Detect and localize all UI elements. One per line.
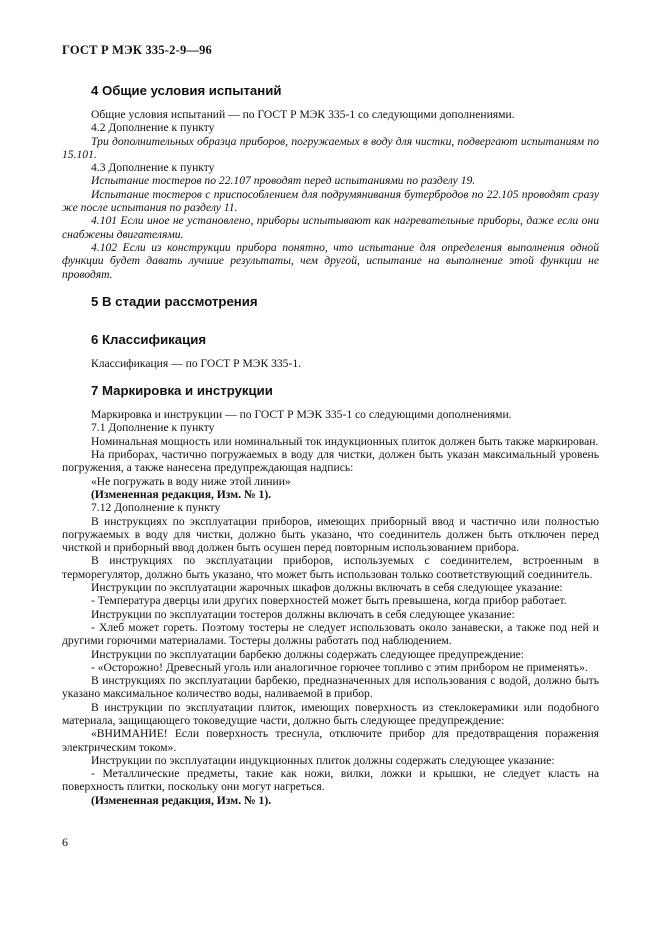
paragraph: - Температура дверцы или других поверхностей может быть превышена, когда прибор работает. <box>91 594 567 608</box>
paragraph: В инструкции по эксплуатации плиток, имеющих поверхность из стеклокерамики или подобного материала, защищающего токоведущие части, должно быть следующее предупреждение: <box>62 700 599 727</box>
page-number: 6 <box>62 835 68 849</box>
heading-spacer <box>62 347 599 357</box>
paragraph: 4.3 Дополнение к пункту <box>91 161 215 175</box>
paragraph: В инструкциях по эксплуатации приборов, имеющих приборный ввод и частично или полностью погружаемых в воду для чистки, должно быть указано, что соединитель должен быть отключен перед чисткой и приборный ввод должен быть осушен перед повторным использованием прибора. <box>62 514 599 555</box>
paragraph: 4.101 Если иное не установлено, приборы испытывают как нагревательные приборы, даже если они снабжены двигателями. <box>62 214 599 241</box>
paragraph: Инструкции по эксплуатации тостеров должны включать в себя следующее указание: <box>91 607 515 621</box>
paragraph: Испытание тостеров по 22.107 проводят перед испытаниями по разделу 19. <box>91 174 476 188</box>
paragraph: Номинальная мощность или номинальный ток индукционных плиток должен быть также маркирован. <box>91 434 599 448</box>
section-heading: 5 В стадии рассмотрения <box>91 293 258 309</box>
paragraph: Инструкции по эксплуатации индукционных плиток должны содержать следующее указание: <box>91 753 555 767</box>
paragraph: (Измененная редакция, Изм. № 1). <box>91 793 272 807</box>
section-heading: 4 Общие условия испытаний <box>91 83 282 98</box>
paragraph: - Металлические предметы, такие как ножи, вилки, ложки и крышки, не следует класть на поверхность плитки, поскольку они могут нагреться. <box>62 767 599 794</box>
paragraph: Инструкции по эксплуатации барбекю должны содержать следующее предупреждение: <box>91 647 525 661</box>
section-heading: 7 Маркировка и инструкции <box>91 383 273 399</box>
document-header: ГОСТ Р МЭК 335-2-9—96 <box>62 43 213 57</box>
paragraph: 4.102 Если из конструкции прибора понятно, что испытание для определения выполнения одной функции будет давать лучшие результаты, чем другой, испытание на выполнение этой функции не проводят. <box>62 240 599 281</box>
paragraph: 4.2 Дополнение к пункту <box>91 121 215 135</box>
section-spacer <box>62 370 599 383</box>
heading-spacer <box>62 309 599 319</box>
paragraph: - Хлеб может гореть. Поэтому тостеры не следует использовать около занавески, а также под ней и другими горючими материалами. Тостеры должны работать под наблюдением. <box>62 620 599 648</box>
heading-spacer <box>62 398 599 408</box>
paragraph: 7.12 Дополнение к пункту <box>91 501 221 515</box>
paragraph: На приборах, частично погружаемых в воду для чистки, должен быть указан максимальный уровень погружения, а также нанесена предупреждающая надпись: <box>62 448 599 475</box>
paragraph: Три дополнительных образца приборов, погружаемых в воду для чистки, подвергают испытаниям по 15.101. <box>62 134 599 161</box>
document-body <box>62 70 599 807</box>
heading-spacer <box>62 98 599 108</box>
paragraph: Инструкции по эксплуатации жарочных шкафов должны включать в себя следующее указание: <box>91 581 563 595</box>
section-spacer <box>62 70 599 83</box>
paragraph: 7.1 Дополнение к пункту <box>91 421 215 435</box>
section-spacer <box>62 281 599 294</box>
section-heading: 6 Классификация <box>91 331 207 347</box>
paragraph: «ВНИМАНИЕ! Если поверхность треснула, отключите прибор для предотвращения поражения электрическим током». <box>62 727 599 754</box>
paragraph: В инструкциях по эксплуатации приборов, используемых с соединителем, встроенным в терморегулятор, должно быть указано, что может быть использован только соответствующий соединитель. <box>62 554 599 581</box>
paragraph: Общие условия испытаний — по ГОСТ Р МЭК 335-1 со следующими дополнениями. <box>91 108 515 121</box>
paragraph: Классификация — по ГОСТ Р МЭК 335-1. <box>91 356 302 370</box>
paragraph: Испытание тостеров с приспособлением для подрумянивания бутербродов по 22.105 проводят сразу же после испытания по разделу 11. <box>62 187 599 215</box>
paragraph: (Измененная редакция, Изм. № 1). <box>91 487 272 501</box>
paragraph: «Не погружать в воду ниже этой линии» <box>91 474 291 488</box>
section-spacer <box>62 319 599 332</box>
paragraph: В инструкциях по эксплуатации барбекю, предназначенных для использования с водой, должно быть указано максимальное количество воды, наливаемой в прибор. <box>62 674 599 701</box>
paragraph: - «Осторожно! Древесный уголь или аналогичное горючее топливо с этим прибором не применять». <box>91 660 588 674</box>
paragraph: Маркировка и инструкции — по ГОСТ Р МЭК 335-1 со следующими дополнениями. <box>91 408 512 422</box>
